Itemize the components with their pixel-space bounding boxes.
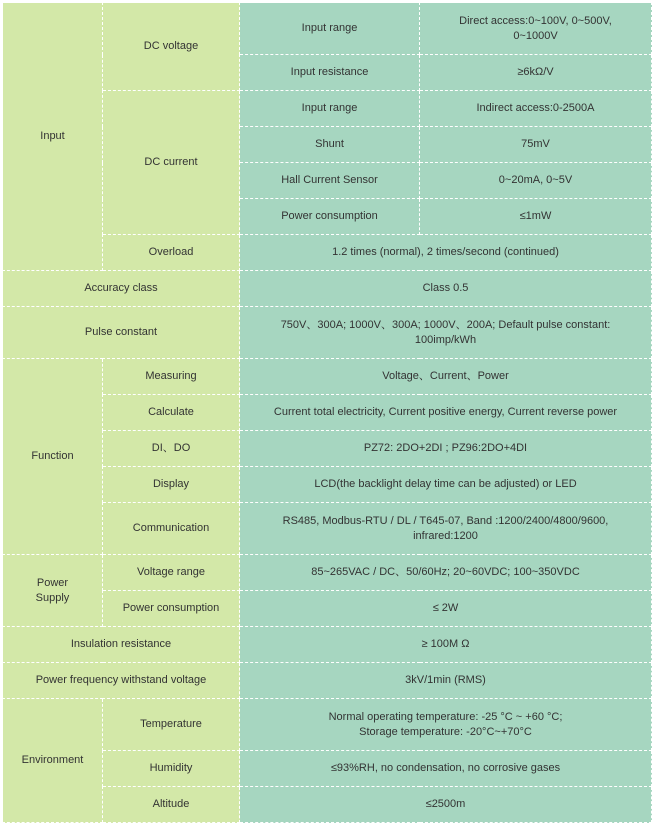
group-power-supply: Power Supply	[3, 555, 103, 627]
param-label: Display	[103, 467, 240, 503]
param-label: Power consumption	[240, 199, 420, 235]
param-label: Altitude	[103, 787, 240, 823]
param-label: Insulation resistance	[3, 627, 240, 663]
param-value: Current total electricity, Current positive energy, Current reverse power	[240, 395, 652, 431]
param-value: Direct access:0~100V, 0~500V, 0~1000V	[420, 3, 652, 55]
table-row	[3, 307, 652, 359]
param-value: ≤1mW	[420, 199, 652, 235]
param-label: Calculate	[103, 395, 240, 431]
param-value: Voltage、Current、Power	[240, 359, 652, 395]
param-value: ≥6kΩ/V	[420, 55, 652, 91]
table-row	[3, 271, 652, 307]
param-label: Overload	[103, 235, 240, 271]
spec-table	[2, 2, 652, 823]
table-row	[3, 663, 652, 699]
subgroup-dc-voltage: DC voltage	[103, 3, 240, 91]
table-row	[3, 699, 652, 751]
param-label: Input resistance	[240, 55, 420, 91]
param-label: Temperature	[103, 699, 240, 751]
param-label: Input range	[240, 91, 420, 127]
param-value: Class 0.5	[240, 271, 652, 307]
param-value: ≥ 100M Ω	[240, 627, 652, 663]
group-function: Function	[3, 359, 103, 555]
param-value: ≤ 2W	[240, 591, 652, 627]
param-label: Voltage range	[103, 555, 240, 591]
param-value: 750V、300A; 1000V、300A; 1000V、200A; Default pulse constant: 100imp/kWh	[240, 307, 652, 359]
param-value: Indirect access:0-2500A	[420, 91, 652, 127]
param-value: 0~20mA, 0~5V	[420, 163, 652, 199]
param-value: 75mV	[420, 127, 652, 163]
table-row	[3, 3, 652, 55]
table-row	[3, 555, 652, 591]
param-label: Shunt	[240, 127, 420, 163]
param-value: ≤93%RH, no condensation, no corrosive gases	[240, 751, 652, 787]
param-label: Communication	[103, 503, 240, 555]
group-input: Input	[3, 3, 103, 271]
param-label: Input range	[240, 3, 420, 55]
subgroup-dc-current: DC current	[103, 91, 240, 235]
param-label: Accuracy class	[3, 271, 240, 307]
param-label: Measuring	[103, 359, 240, 395]
param-value: ≤2500m	[240, 787, 652, 823]
param-label: Power frequency withstand voltage	[3, 663, 240, 699]
table-row	[3, 359, 652, 395]
table-row	[3, 627, 652, 663]
param-value: 1.2 times (normal), 2 times/second (continued)	[240, 235, 652, 271]
param-label: Hall Current Sensor	[240, 163, 420, 199]
param-value: Normal operating temperature: -25 °C ~ +60 °C; Storage temperature: -20°C~+70°C	[240, 699, 652, 751]
param-value: 3kV/1min (RMS)	[240, 663, 652, 699]
param-label: Humidity	[103, 751, 240, 787]
group-environment: Environment	[3, 699, 103, 823]
param-value: PZ72: 2DO+2DI ; PZ96:2DO+4DI	[240, 431, 652, 467]
param-value: LCD(the backlight delay time can be adjusted) or LED	[240, 467, 652, 503]
param-value: 85~265VAC / DC、50/60Hz; 20~60VDC; 100~350VDC	[240, 555, 652, 591]
param-label: Pulse constant	[3, 307, 240, 359]
param-label: Power consumption	[103, 591, 240, 627]
param-value: RS485, Modbus-RTU / DL / T645-07, Band :1200/2400/4800/9600, infrared:1200	[240, 503, 652, 555]
param-label: DI、DO	[103, 431, 240, 467]
